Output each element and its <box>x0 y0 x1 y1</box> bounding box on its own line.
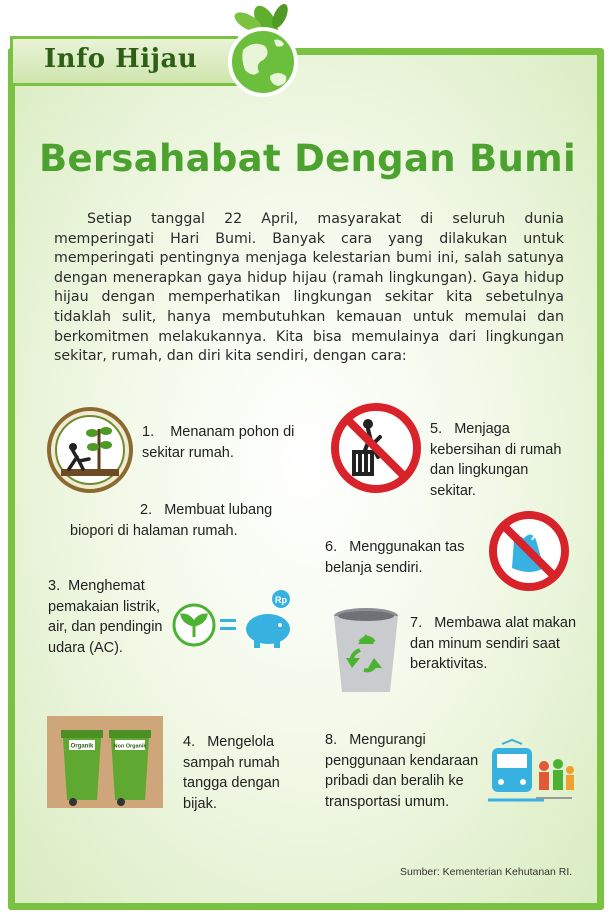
item-text: Menjaga kebersihan di rumah dan lingkungan sekitar. <box>430 421 562 499</box>
list-item-2 <box>70 500 285 541</box>
item-number: 8. <box>325 732 338 748</box>
item-number: 4. <box>183 734 196 750</box>
bin-label-left: Organik <box>70 743 94 750</box>
page-title: Bersahabat Dengan Bumi <box>38 137 577 180</box>
item-text: Mengelola sampah rumah tangga dengan bijak. <box>183 734 280 812</box>
planting-tree-icon <box>47 407 133 493</box>
item-number: 2. <box>140 502 153 518</box>
list-item-1 <box>142 422 307 463</box>
energy-saving-icon <box>170 585 295 657</box>
item-text: Menggunakan tas belanja sendiri. <box>325 539 465 576</box>
source-credit: Sumber: Kementerian Kehutanan RI. <box>400 866 573 878</box>
item-number: 1. <box>142 424 155 440</box>
list-item-7 <box>410 613 585 675</box>
list-item-4 <box>183 732 303 814</box>
list-item-8 <box>325 730 485 812</box>
no-plastic-bag-icon <box>488 510 570 592</box>
item-text: Membawa alat makan dan minum sendiri saat beraktivitas. <box>410 615 577 672</box>
reusable-cup-icon <box>330 606 402 698</box>
public-transport-icon <box>488 738 576 808</box>
item-number: 5. <box>430 421 443 437</box>
rp-coin-label: Rp <box>275 595 287 605</box>
bin-label-right: Non Organik <box>113 743 147 750</box>
globe-icon <box>218 0 308 108</box>
no-littering-icon <box>330 402 422 494</box>
list-item-6 <box>325 537 485 578</box>
item-text: Menanam pohon di sekitar rumah. <box>142 424 295 461</box>
item-number: 6. <box>325 539 338 555</box>
item-text: Menghemat pemakaian listrik, air, dan pendingin udara (AC). <box>48 578 163 656</box>
intro-paragraph: Setiap tanggal 22 April, masyarakat di seluruh dunia memperingati Hari Bumi. Banyak cara yang dilakukan untuk memperingati pentingnya menjaga kelestarian bumi ini, salah satunya dengan menerapkan gaya hidup hijau (ramah lingkungan). Gaya hidup hijau dengan memperhatikan lingkungan sekitar kita sebetulnya tidaklah sulit, hanya membutuhkan kemauan untuk memulai dan berkomitmen melakukannya. Kita bisa memulainya dari lingkungan sekitar, rumah, dan diri kita sendiri, dengan cara: <box>54 211 564 365</box>
header-label: Info Hijau <box>44 44 198 74</box>
list-item-3 <box>48 576 166 658</box>
recycle-bins-icon <box>47 716 163 808</box>
item-number: 7. <box>410 615 423 631</box>
list-item-5 <box>430 419 575 501</box>
item-text: Mengurangi penggunaan kendaraan pribadi dan beralih ke transportasi umum. <box>325 732 479 810</box>
item-text: Membuat lubang biopori di halaman rumah. <box>70 502 273 539</box>
item-number: 3. <box>48 578 61 594</box>
